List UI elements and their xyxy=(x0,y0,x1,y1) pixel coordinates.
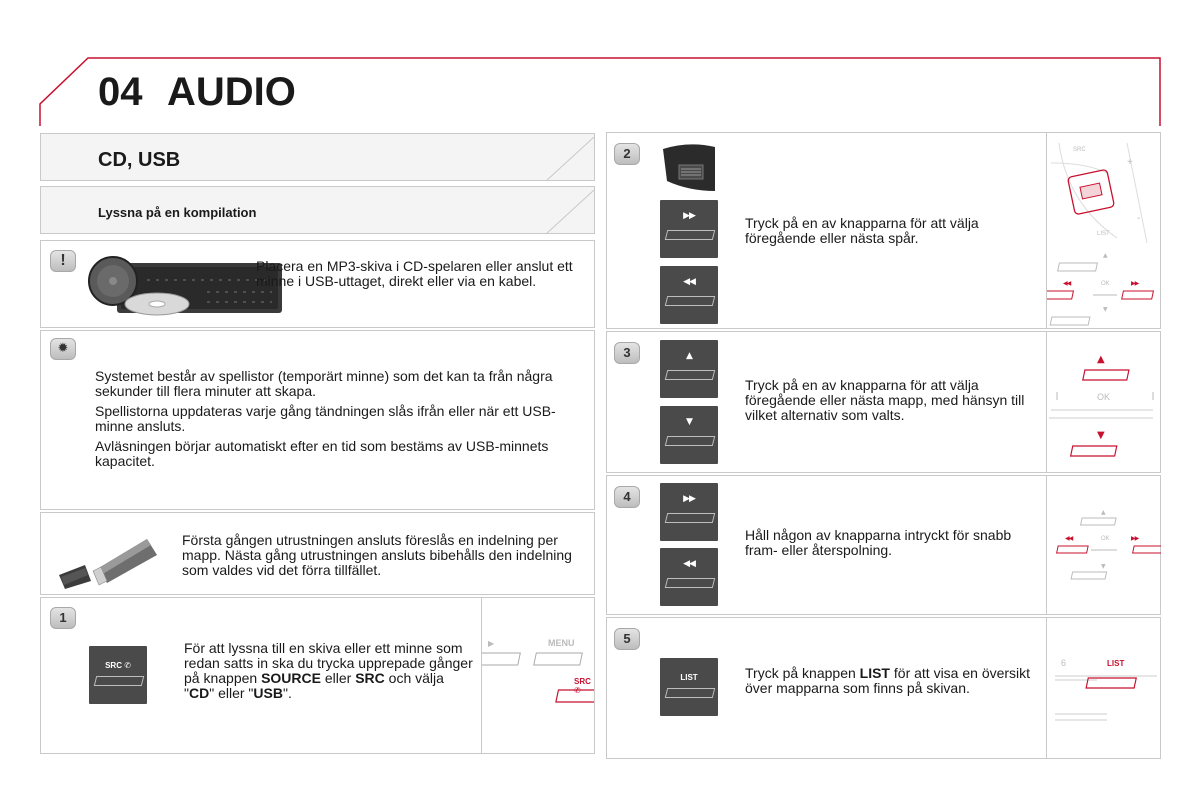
seek-control-diagram xyxy=(1047,476,1161,614)
svg-text:OK: OK xyxy=(1101,536,1110,542)
step-number-badge: 3 xyxy=(614,342,640,364)
info-paragraph: Systemet består av spellistor (temporärt minne) som det kan ta från några sekunder till flera minuter att skapa. xyxy=(95,368,553,399)
button-slot xyxy=(94,676,144,686)
step-5-text: Tryck på knappen LIST för att visa en översikt över mapparna som finns på skivan. xyxy=(745,665,1031,696)
svg-text:LIST: LIST xyxy=(1097,231,1110,237)
svg-text:◀◀: ◀◀ xyxy=(1065,535,1073,542)
svg-text:SRC: SRC xyxy=(1073,147,1086,153)
button-slot xyxy=(665,296,715,306)
usb-stick-image xyxy=(55,525,165,589)
step-2-text: Tryck på en av knapparna för att välja föregående eller nästa spår. xyxy=(745,215,979,246)
down-button[interactable]: ▼ xyxy=(660,406,718,464)
section-subtitle: Lyssna på en kompilation xyxy=(98,205,257,220)
subtitle-box xyxy=(40,186,595,234)
step-1-text: För att lyssna till en skiva eller ett minne som redan satts in ska du trycka upprepade gånger på knappen SOURCE eller SRC och välja "CD" eller "USB". xyxy=(184,640,473,701)
steering-switch-image xyxy=(659,141,719,193)
step-2-panel xyxy=(606,132,1161,329)
step-number-badge: 5 xyxy=(614,628,640,650)
step-1-control-diagram xyxy=(482,598,594,753)
button-slot xyxy=(665,578,715,588)
step-3-text: Tryck på en av knapparna för att välja föregående eller nästa mapp, med hänsyn till vilket alternativ som valts. xyxy=(745,377,1025,423)
info-text xyxy=(95,369,585,469)
info-paragraph: Avläsningen börjar automatiskt efter en tid som bestäms av USB-minnets kapacitet. xyxy=(95,438,549,469)
step-4-panel xyxy=(606,475,1161,615)
usb-panel xyxy=(40,512,595,595)
svg-text:6: 6 xyxy=(1061,658,1067,668)
svg-text:OK: OK xyxy=(1097,392,1111,402)
button-slot xyxy=(665,513,715,523)
src-label-red: SRC ✆ xyxy=(574,677,591,695)
button-slot xyxy=(665,370,715,380)
src-button-label: SRC ✆ xyxy=(105,661,131,670)
warning-icon: ! xyxy=(50,250,76,272)
step-number-badge: 1 xyxy=(50,607,76,629)
usb-note: Första gången utrustningen ansluts föreslås en indelning per mapp. Nästa gång utrustningen ansluts bibehålls den indelning som valdes vid det förra tillfället. xyxy=(182,532,572,578)
step-5-panel xyxy=(606,617,1161,759)
previous-track-button[interactable]: ◀◀ xyxy=(660,266,718,324)
step-number-badge: 2 xyxy=(614,143,640,165)
page-title: AUDIO xyxy=(167,70,296,114)
svg-text:LIST: LIST xyxy=(1107,659,1125,668)
list-control-diagram xyxy=(1047,618,1161,758)
svg-text:+: + xyxy=(1127,157,1133,168)
step-4-text: Håll någon av knapparna intryckt för snabb fram- eller återspolning. xyxy=(745,527,1012,558)
button-slot xyxy=(665,688,715,698)
svg-text:-: - xyxy=(1137,213,1141,224)
src-button[interactable] xyxy=(89,646,147,704)
section-title: CD, USB xyxy=(98,149,181,171)
step-3-panel xyxy=(606,331,1161,473)
svg-text:▶: ▶ xyxy=(488,639,495,648)
info-paragraph: Spellistorna uppdateras varje gång tändningen slås ifrån eller när ett USB-minne ansluts. xyxy=(95,403,556,434)
step-1-panel xyxy=(40,597,595,754)
chapter-number: 04 xyxy=(98,70,143,114)
up-button[interactable]: ▲ xyxy=(660,340,718,398)
rewind-button[interactable]: ◀◀ xyxy=(660,548,718,606)
fast-forward-button[interactable]: ▶▶ xyxy=(660,483,718,541)
phone-icon: ✆ xyxy=(574,686,581,695)
svg-text:OK: OK xyxy=(1101,281,1110,287)
next-track-button[interactable]: ▶▶ xyxy=(660,200,718,258)
step-number-badge: 4 xyxy=(614,486,640,508)
button-slot xyxy=(665,436,715,446)
svg-text:▼: ▼ xyxy=(1097,430,1105,441)
svg-text:◀◀: ◀◀ xyxy=(1063,280,1071,287)
notice-text: Placera en MP3-skiva i CD-spelaren eller anslut ett minne i USB-uttaget, direkt eller via en kabel. xyxy=(256,258,573,289)
menu-label: MENU xyxy=(548,638,575,648)
svg-text:▼: ▼ xyxy=(1103,306,1108,313)
light-bulb-icon: ✹ xyxy=(50,338,76,360)
button-slot xyxy=(665,230,715,240)
svg-text:▲: ▲ xyxy=(1103,252,1108,259)
up-down-control-diagram xyxy=(1047,332,1161,472)
svg-text:▶▶: ▶▶ xyxy=(1131,535,1139,542)
svg-text:▶▶: ▶▶ xyxy=(1131,280,1139,287)
list-button[interactable]: LIST xyxy=(660,658,718,716)
phone-icon: ✆ xyxy=(124,661,131,670)
section-title-box xyxy=(40,133,595,181)
svg-text:▲: ▲ xyxy=(1101,509,1106,516)
info-panel xyxy=(40,330,595,510)
notice-panel xyxy=(40,240,595,328)
svg-text:▲: ▲ xyxy=(1097,354,1105,365)
svg-text:▼: ▼ xyxy=(1101,563,1106,570)
steering-wheel-diagram xyxy=(1047,133,1161,328)
